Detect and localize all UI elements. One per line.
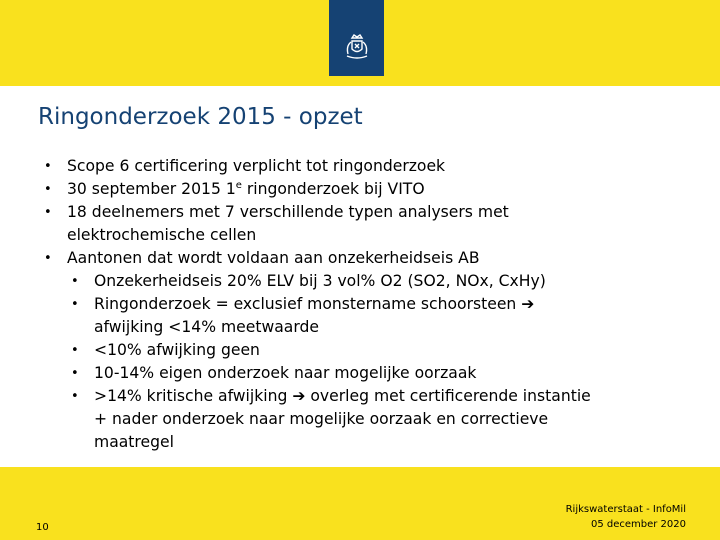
sub-list-item: [40, 293, 690, 339]
bullet-dot: •: [71, 274, 79, 289]
list-item-text: Ringonderzoek = exclusief monstername schoorsteen: [94, 295, 517, 313]
list-item: [40, 247, 690, 270]
sub-list-item: [40, 362, 690, 385]
bullet-dot: •: [44, 159, 52, 174]
page-number: 10: [36, 522, 49, 533]
list-item-text: maatregel: [94, 433, 174, 451]
list-item-text: Aantonen dat wordt voldaan aan onzekerheidseis AB: [67, 249, 480, 267]
list-item-text: 10-14% eigen onderzoek naar mogelijke oorzaak: [94, 364, 477, 382]
list-item-text: 18 deelnemers met 7 verschillende typen analysers met: [67, 203, 509, 221]
arrow-right-icon: ➔: [521, 295, 535, 313]
footer-date: 05 december 2020: [590, 519, 686, 530]
list-item-text: afwijking <14% meetwaarde: [94, 318, 319, 336]
list-item: [40, 201, 690, 247]
bullet-dot: •: [44, 205, 52, 220]
sub-list-item: [40, 385, 690, 454]
royal-coat-of-arms-icon: [341, 32, 373, 64]
list-item: [40, 155, 690, 178]
bullet-dot: •: [71, 366, 79, 381]
sub-list-item: [40, 270, 690, 293]
list-item-text: 30 september 2015 1: [67, 180, 236, 198]
bullet-dot: •: [44, 251, 52, 266]
slide-title: Ringonderzoek 2015 - opzet: [38, 104, 363, 130]
list-item: [40, 178, 690, 201]
superscript: e: [235, 179, 242, 191]
list-item-text: >14% kritische afwijking: [94, 387, 288, 405]
list-item-text: ringonderzoek bij VITO: [241, 180, 425, 198]
logo: [329, 0, 384, 76]
arrow-right-icon: ➔: [292, 387, 306, 405]
bullet-dot: •: [71, 343, 79, 358]
list-item-text: + nader onderzoek naar mogelijke oorzaak en correctieve: [94, 410, 549, 428]
bullet-dot: •: [44, 182, 52, 197]
list-item-text: elektrochemische cellen: [67, 226, 257, 244]
bullet-dot: •: [71, 389, 79, 404]
footer-organization: Rijkswaterstaat - InfoMil: [565, 504, 686, 515]
bullet-list: [40, 155, 690, 454]
list-item-text: <10% afwijking geen: [94, 341, 260, 359]
bullet-dot: •: [71, 297, 79, 312]
list-item-text: overleg met certificerende instantie: [310, 387, 591, 405]
sub-list-item: [40, 339, 690, 362]
list-item-text: Onzekerheidseis 20% ELV bij 3 vol% O2 (SO2, NOx, CxHy): [94, 272, 546, 290]
list-item-text: Scope 6 certificering verplicht tot ringonderzoek: [67, 157, 446, 175]
